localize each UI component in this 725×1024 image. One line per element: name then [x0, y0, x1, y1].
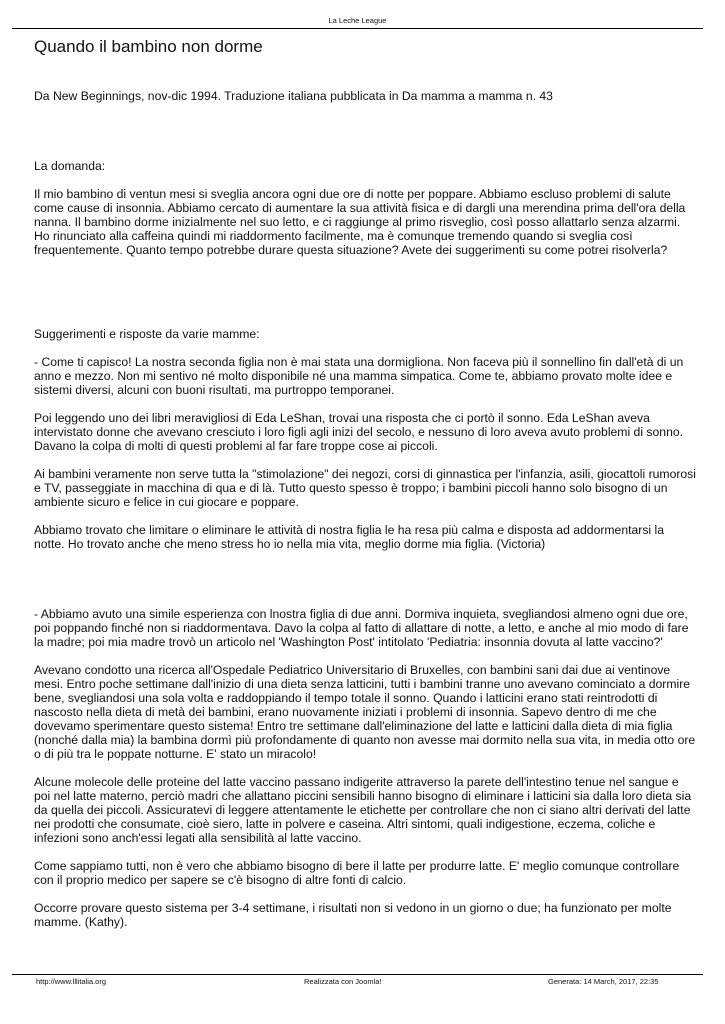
page-header — [12, 16, 703, 29]
article-source: Da New Beginnings, nov-dic 1994. Traduzione italiana pubblicata in Da mamma a mamma n. 43 — [34, 89, 553, 103]
answer1-paragraph: - Come ti capisco! La nostra seconda figlia non è mai stata una dormigliona. Non faceva più il sonnellino fin dall'età di un anno e mezzo. Non mi sentivo né molto disponibile né una mamma simpatica. Come te, abbiamo provato molte idee e sistemi diversi, alcuni con buoni risultati, ma purtroppo temporanei. — [34, 355, 684, 397]
answer2-paragraph: Avevano condotto una ricerca all'Ospedale Pediatrico Universitario di Bruxelles, con bambini sani dai due ai ventinove mesi. Entro poche settimane dall'inizio di una dieta senza latticini, tutti i bambini tranne uno avevano cominciato a dormire bene, svegliandosi una sola volta e raddoppiando il tempo totale il sonno. Quando i latticini erano stati reintrodotti di nascosto nella dieta di metà dei bambini, erano nuovamente iniziati i problemi di insonnia. Sapevo dentro di me che dovevamo sperimentare questo sistema! Entro tre settimane dall'eliminazione del latte e latticini dalla dieta di mia figlia (nonché dalla mia) la bambina dormì più profondamente di quanto non avesse mai dormito nella sua vita, in media otto ore o di più tra le poppate notturne. E' stato un miracolo! — [34, 663, 696, 761]
question-heading: La domanda: — [34, 159, 106, 173]
spacer — [34, 565, 696, 607]
answer2-paragraph: - Abbiamo avuto una simile esperienza con lnostra figlia di due anni. Dormiva inquieta, svegliandosi almeno ogni due ore, poi poppando finché non si riaddormentava. Davo la colpa al fatto di allattare di notte, a letto, e anche al mio modo di fare la madre; poi mia madre trovò un articolo nel 'Washington Post' intitolato 'Pediatria: insonnia dovuta al latte vaccino?' — [34, 607, 689, 649]
article-title: Quando il bambino non dorme — [34, 37, 263, 56]
footer-generated: Generata: 14 March, 2017, 22:35 — [548, 977, 659, 986]
question-text: Il mio bambino di ventun mesi si sveglia ancora ogni due ore di notte per poppare. Abbiamo escluso problemi di salute come cause di insonnia. Abbiamo cercato di aumentare la sua attività fisica e di dargli una merendina prima dell'ora della nanna. Il bambino dorme inizialmente nel suo letto, e ci raggiunge al primo risveglio, così posso allattarlo senza alzarmi. Ho rinunciato alla caffeina quindi mi riaddormento facilmente, ma è comunque tremendo quando si sveglia così frequentemente. Quanto tempo potrebbe durare questa situazione? Avete dei suggerimenti su come potrei risolverla? — [34, 187, 686, 257]
answer1-paragraph: Abbiamo trovato che limitare o eliminare le attività di nostra figlia le ha resa più calma e disposta ad addormentarsi la notte. Ho trovato anche che meno stress ho io nella mia vita, meglio dorme mia figlia. (Victoria) — [34, 523, 665, 551]
answer1-paragraph: Ai bambini veramente non serve tutta la "stimolazione" dei negozi, corsi di ginnastica per l'infanzia, asili, giocattoli rumorosi e TV, passeggiate in macchina di qua e di là. Tutto questo spesso è troppo; i bambini piccoli hanno solo bisogno di un ambiente sicuro e felice in cui giocare e poppare. — [34, 467, 696, 509]
answer1-paragraph: Poi leggendo uno dei libri meravigliosi di Eda LeShan, trovai una risposta che ci portò il sonno. Eda LeShan aveva intervistato donne che avevano cresciuto i loro figli agli inizi del secolo, e nessuno di loro aveva avuto problemi di sonno. Davano la colpa di molti di questi problemi al far fare troppe cose ai piccoli. — [34, 411, 684, 453]
spacer — [34, 117, 696, 159]
answer2-paragraph: Occorre provare questo sistema per 3-4 settimane, i risultati non si vedono in un giorno o due; ha funzionato per molte mamme. (Kathy). — [34, 901, 672, 929]
answer2-paragraph: Come sappiamo tutti, non è vero che abbiamo bisogno di bere il latte per produrre latte. E' meglio comunque controllare con il proprio medico per sapere se c'è bisogno di altre fonti di calcio. — [34, 859, 680, 887]
site-name: La Leche League — [328, 16, 387, 25]
footer-made-with: Realizzata con Joomla! — [304, 977, 382, 986]
answers-heading: Suggerimenti e risposte da varie mamme: — [34, 327, 260, 341]
footer-url[interactable]: http://www.lllitalia.org — [36, 977, 107, 986]
page-footer — [12, 974, 703, 986]
article-body — [34, 89, 696, 943]
answer2-paragraph: Alcune molecole delle proteine del latte vaccino passano indigerite attraverso la parete dell'intestino tenue nel sangue e poi nel latte materno, perciò madri che allattano piccini sensibili hanno bisogno di eliminare i latticini sia dalla loro dieta sia da quella dei piccoli. Assicuratevi di leggere attentamente le etichette per controllare che non ci siano altri derivati del latte nei prodotti che consumate, cioè siero, latte in polvere e caseina. Altri sintomi, quali indigestione, eczema, coliche e infezioni sono anch'essi legati alla sensibilità al latte vaccino. — [34, 775, 692, 845]
spacer — [34, 271, 696, 327]
